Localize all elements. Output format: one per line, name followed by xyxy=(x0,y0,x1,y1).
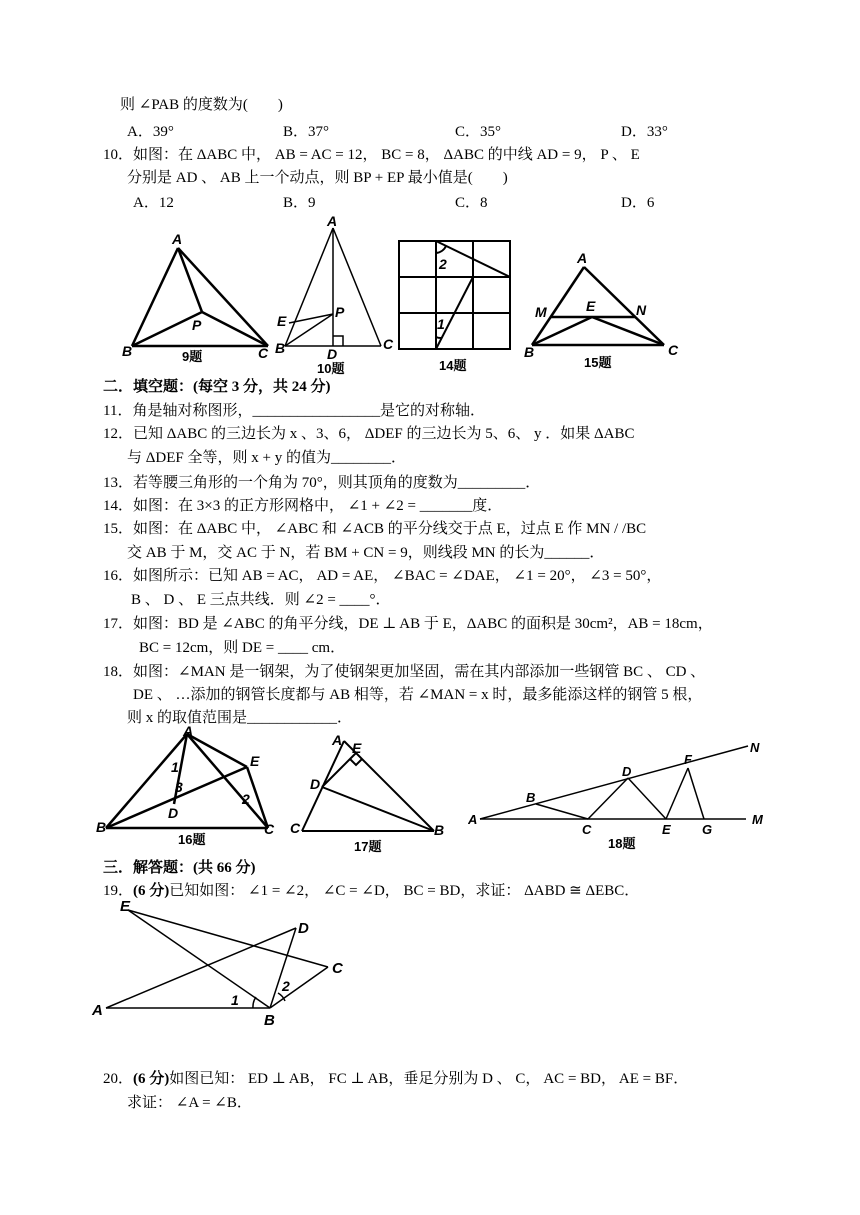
fig16-angle-1: 1 xyxy=(171,759,179,775)
fig19-label-a: A xyxy=(92,1002,103,1019)
q9-stem: 则 ∠PAB 的度数为( ) xyxy=(120,97,283,113)
q19-text: 已知如图： ∠1 = ∠2， ∠C = ∠D， BC = BD，求证： ΔABD ≅ ΔEBC． xyxy=(169,883,640,899)
fig9-caption: 9题 xyxy=(182,349,203,364)
q9-option-b: B．37° xyxy=(283,124,330,140)
fig19-label-b: B xyxy=(264,1012,275,1029)
fig9-label-c: C xyxy=(258,345,269,361)
q9-option-c: C．35° xyxy=(455,124,502,140)
fig19-angle-2: 2 xyxy=(282,978,290,994)
fig17-label-a: A xyxy=(332,732,343,748)
q19-score: (6 分) xyxy=(133,883,170,899)
fig16-label-d: D xyxy=(168,805,179,821)
fig9-label-a: A xyxy=(172,231,183,247)
q20-line1 xyxy=(103,1069,688,1089)
q10-option-d: D．6 xyxy=(621,195,655,211)
figure-9 xyxy=(120,228,280,378)
q11-text: 11．角是轴对称图形，_________________是它的对称轴． xyxy=(103,403,485,419)
fig10-caption: 10题 xyxy=(317,361,345,376)
fig19-label-c: C xyxy=(332,960,343,977)
fig10-label-e: E xyxy=(277,313,287,329)
q10-option-c: C．8 xyxy=(455,195,488,211)
fig18-label-d: D xyxy=(622,764,632,779)
fig15-caption: 15题 xyxy=(584,355,612,370)
fig16-angle-2: 2 xyxy=(242,791,250,807)
fig10-label-b: B xyxy=(275,340,286,356)
fig10-label-c: C xyxy=(383,336,394,352)
figure-19 xyxy=(88,895,353,1030)
section3-heading: 三．解答题：(共 66 分) xyxy=(103,860,256,876)
fig17-label-d: D xyxy=(310,776,321,792)
fig16-label-c: C xyxy=(264,821,275,837)
fig10-label-d: D xyxy=(327,346,338,362)
fig18-label-n: N xyxy=(750,740,760,755)
fig19-angle-1: 1 xyxy=(231,992,239,1008)
fig16-label-a: A xyxy=(183,723,194,739)
q16-line1: 16．如图所示：已知 AB = AC， AD = AE， ∠BAC = ∠DAE， ∠1 = 20°， ∠3 = 50°， xyxy=(103,568,662,584)
fig10-label-p: P xyxy=(335,304,345,320)
q20-score: (6 分) xyxy=(133,1071,170,1087)
figure-15 xyxy=(520,245,690,375)
fig18-caption: 18题 xyxy=(608,836,636,851)
q18-line2: DE 、 …添加的钢管长度都与 AB 相等，若 ∠MAN = x 时，最多能添这样的钢管 5 根， xyxy=(133,687,703,703)
fig18-label-a: A xyxy=(468,812,478,827)
figure-17 xyxy=(288,731,453,856)
fig16-label-e: E xyxy=(250,753,260,769)
q10-line1: 10．如图：在 ΔABC 中， AB = AC = 12， BC = 8， ΔABC 的中线 AD = 9， P 、 E xyxy=(103,147,640,163)
fig17-caption: 17题 xyxy=(354,839,382,854)
fig14-angle-1: 1 xyxy=(437,316,445,332)
fig10-label-a: A xyxy=(327,213,338,229)
q18-line1: 18．如图：∠MAN 是一钢架，为了使钢架更加坚固，需在其内部添加一些钢管 BC 、 CD 、 xyxy=(103,664,706,680)
q12-line2: 与 ΔDEF 全等，则 x + y 的值为________． xyxy=(127,450,406,466)
q10-option-b: B．9 xyxy=(283,195,316,211)
fig18-label-m: M xyxy=(752,812,763,827)
fig18-label-e: E xyxy=(662,822,671,837)
figure-10 xyxy=(275,213,400,378)
fig18-label-b: B xyxy=(526,790,536,805)
q14-text: 14．如图：在 3×3 的正方形网格中， ∠1 + ∠2 = _______度． xyxy=(103,498,503,514)
fig16-label-b: B xyxy=(96,819,107,835)
fig15-label-e: E xyxy=(586,298,596,314)
fig15-label-n: N xyxy=(636,302,647,318)
fig16-caption: 16题 xyxy=(178,832,206,847)
fig17-label-c: C xyxy=(290,820,301,836)
q10-option-a: A．12 xyxy=(133,195,174,211)
figure-14 xyxy=(395,237,515,377)
fig9-label-b: B xyxy=(122,343,133,359)
fig18-label-c: C xyxy=(582,822,592,837)
q13-text: 13．若等腰三角形的一个角为 70°，则其顶角的度数为_________． xyxy=(103,475,541,491)
q17-line1: 17．如图：BD 是 ∠ABC 的角平分线，DE ⊥ AB 于 E，ΔABC 的面积是 30cm²，AB = 18cm， xyxy=(103,616,713,632)
fig18-label-g: G xyxy=(702,822,713,837)
fig15-label-b: B xyxy=(524,344,535,360)
fig14-angle-2: 2 xyxy=(439,256,447,272)
fig17-label-b: B xyxy=(434,822,445,838)
q15-line1: 15．如图：在 ΔABC 中， ∠ABC 和 ∠ACB 的平分线交于点 E，过点 E 作 MN / /BC xyxy=(103,521,647,537)
q9-option-d: D．33° xyxy=(621,124,668,140)
figure-18 xyxy=(468,738,768,856)
fig14-caption: 14题 xyxy=(439,358,467,373)
q19-number: 19． xyxy=(103,883,134,899)
q17-line2: BC = 12cm，则 DE = ____ cm． xyxy=(139,640,346,656)
fig15-label-m: M xyxy=(535,304,547,320)
q16-line2: B 、 D 、 E 三点共线．则 ∠2 = ____°． xyxy=(131,592,391,608)
fig15-label-c: C xyxy=(668,342,679,358)
q15-line2: 交 AB 于 M，交 AC 于 N，若 BM + CN = 9，则线段 MN 的长为______． xyxy=(127,545,605,561)
q20-line2: 求证： ∠A = ∠B． xyxy=(127,1095,252,1111)
fig15-label-a: A xyxy=(577,250,588,266)
q12-line1: 12．已知 ΔABC 的三边长为 x 、3、6， ΔDEF 的三边长为 5、6、 y ．如果 ΔABC xyxy=(103,426,635,442)
fig9-label-p: P xyxy=(192,317,202,333)
fig19-label-d: D xyxy=(298,920,309,937)
section2-heading: 二．填空题：(每空 3 分，共 24 分) xyxy=(103,379,331,395)
fig19-label-e: E xyxy=(120,898,131,915)
q20-text: 如图已知： ED ⊥ AB， FC ⊥ AB，垂足分别为 D 、 C， AC = BD， AE = BF． xyxy=(169,1071,689,1087)
figure-16 xyxy=(92,722,292,857)
q10-line2: 分别是 AD 、 AB 上一个动点，则 BP + EP 最小值是( ) xyxy=(127,170,508,186)
fig18-label-f: F xyxy=(684,752,692,767)
q18-line3: 则 x 的取值范围是____________． xyxy=(127,710,353,726)
fig16-angle-3: 3 xyxy=(175,779,183,795)
fig17-label-e: E xyxy=(352,740,362,756)
q9-option-a: A．39° xyxy=(127,124,174,140)
q20-number: 20． xyxy=(103,1071,134,1087)
